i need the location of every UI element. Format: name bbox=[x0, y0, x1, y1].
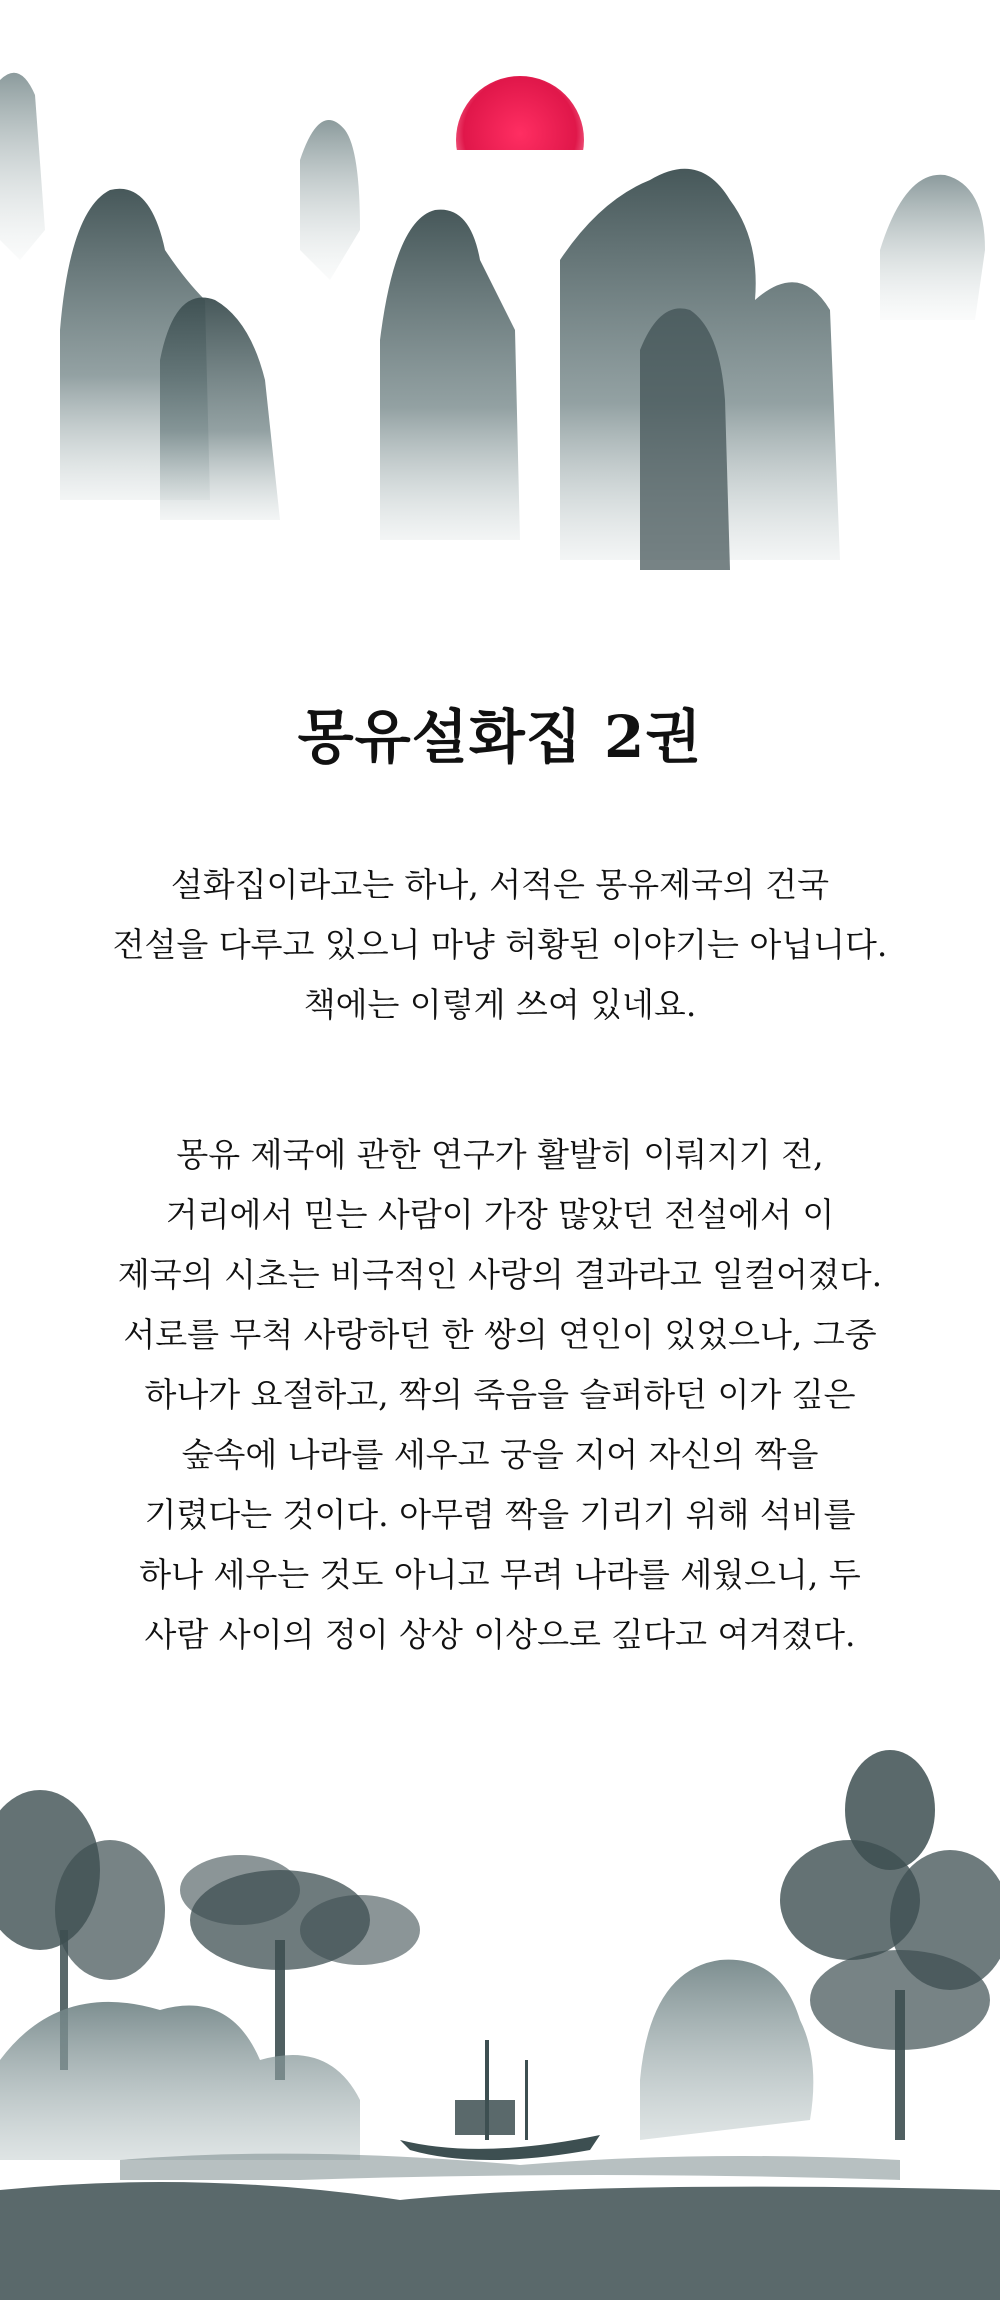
legend-line: 사람 사이의 정이 상상 이상으로 깊다고 여겨졌다. bbox=[144, 1615, 856, 1654]
intro-line: 전설을 다루고 있으니 마냥 허황된 이야기는 아닙니다. bbox=[112, 925, 888, 964]
mountain-ink-illustration bbox=[0, 0, 1000, 580]
water-wash bbox=[0, 2182, 1000, 2300]
legend-line: 제국의 시초는 비극적인 사랑의 결과라고 일컬어졌다. bbox=[117, 1255, 883, 1294]
mountain-peak bbox=[0, 73, 45, 260]
legend-line: 서로를 무척 사랑하던 한 쌍의 연인이 있었으나, 그중 bbox=[123, 1315, 877, 1354]
intro-line: 설화집이라고는 하나, 서적은 몽유제국의 건국 bbox=[170, 865, 830, 904]
left-rocks bbox=[0, 2002, 360, 2160]
mountain-peak bbox=[380, 210, 520, 540]
landscape-ink-illustration bbox=[0, 1740, 1000, 2300]
intro-paragraph bbox=[60, 855, 940, 1035]
right-rock bbox=[640, 1960, 813, 2140]
mountain-peak bbox=[300, 120, 360, 280]
mountain-peak bbox=[880, 175, 985, 320]
mountain-peak bbox=[160, 298, 280, 521]
legend-line: 기렸다는 것이다. 아무렴 짝을 기리기 위해 석비를 bbox=[144, 1495, 856, 1534]
legend-paragraph bbox=[60, 1125, 940, 1665]
legend-line: 숲속에 나라를 세우고 궁을 지어 자신의 짝을 bbox=[181, 1435, 819, 1474]
legend-line: 하나가 요절하고, 짝의 죽음을 슬퍼하던 이가 깊은 bbox=[144, 1375, 856, 1414]
legend-line: 거리에서 믿는 사람이 가장 많았던 전설에서 이 bbox=[165, 1195, 835, 1234]
boat-illustration bbox=[400, 2040, 600, 2160]
intro-line: 책에는 이렇게 쓰여 있네요. bbox=[303, 985, 697, 1024]
legend-line: 몽유 제국에 관한 연구가 활발히 이뤄지기 전, bbox=[176, 1135, 824, 1174]
page-title: 몽유설화집 2권 bbox=[297, 703, 703, 771]
legend-line: 하나 세우는 것도 아니고 무려 나라를 세웠으니, 두 bbox=[139, 1555, 861, 1594]
